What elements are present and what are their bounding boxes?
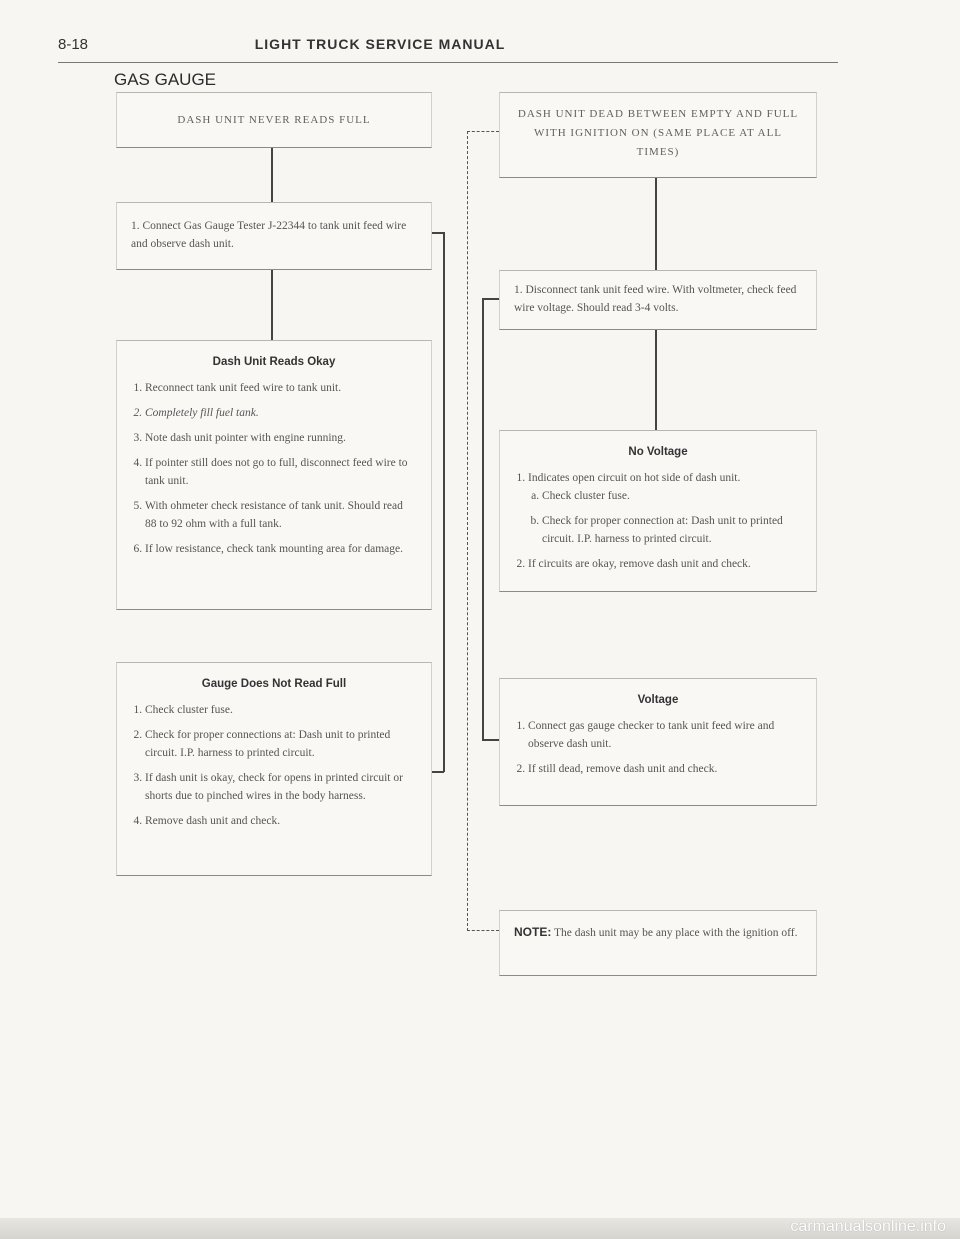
dash-reads-okay-list (131, 379, 417, 558)
note-text: The dash unit may be any place with the ignition off. (554, 927, 798, 939)
gauge-not-full-list (131, 701, 417, 830)
list-item: 3. Note dash unit pointer with engine running. (145, 429, 417, 447)
connector (432, 771, 444, 773)
connector (482, 298, 484, 740)
connector (655, 178, 657, 270)
list-item: 2. Check for proper connections at: Dash unit to printed circuit. I.P. harness to printed circuit. (145, 726, 417, 762)
header-rule (58, 62, 838, 63)
connector (467, 930, 499, 931)
connector (271, 148, 273, 202)
list-item: 6. If low resistance, check tank mounting area for damage. (145, 540, 417, 558)
list-item: a. Check cluster fuse. (542, 487, 802, 505)
no-voltage-item-1: Indicates open circuit on hot side of dash unit. (528, 472, 741, 484)
list-item: 5. With ohmeter check resistance of tank unit. Should read 88 to 92 ohm with a full tank. (145, 497, 417, 533)
connector (482, 739, 499, 741)
gauge-not-full-box (116, 662, 432, 876)
section-title: GAS GAUGE (114, 70, 217, 89)
right-step-text: 1. Disconnect tank unit feed wire. With voltmeter, check feed wire voltage. Should read 3-4 volts. (514, 284, 797, 314)
list-item: 4. Remove dash unit and check. (145, 812, 417, 830)
watermark: carmanualsonline.info (790, 1218, 946, 1235)
page-number: 8-18 (58, 36, 89, 53)
connector (467, 131, 499, 132)
connector (482, 298, 499, 300)
list-item: 3. If dash unit is okay, check for opens in printed circuit or shorts due to pinched wires in the body harness. (145, 769, 417, 805)
dash-reads-okay-title: Dash Unit Reads Okay (212, 356, 336, 368)
connector (467, 131, 468, 931)
voltage-list (514, 717, 802, 778)
list-item (528, 469, 802, 548)
right-step-box (499, 270, 817, 330)
right-symptom-box (499, 92, 817, 178)
left-symptom-box (116, 92, 432, 148)
right-symptom-text: DASH UNIT DEAD BETWEEN EMPTY AND FULL WITH IGNITION ON (SAME PLACE AT ALL TIMES) (517, 108, 799, 158)
left-step-text: 1. Connect Gas Gauge Tester J-22344 to tank unit feed wire and observe dash unit. (131, 220, 407, 250)
page-header: LIGHT TRUCK SERVICE MANUAL (254, 36, 506, 52)
list-item: 1. Connect gas gauge checker to tank unit feed wire and observe dash unit. (528, 717, 802, 753)
no-voltage-box (499, 430, 817, 592)
left-step-box (116, 202, 432, 270)
list-item: 1. Check cluster fuse. (145, 701, 417, 719)
gauge-not-full-title: Gauge Does Not Read Full (201, 678, 347, 690)
list-item: 2. If circuits are okay, remove dash unit and check. (528, 555, 802, 573)
note-label: NOTE: (514, 925, 552, 939)
connector (271, 270, 273, 340)
connector (443, 232, 445, 772)
list-item: 2. If still dead, remove dash unit and check. (528, 760, 802, 778)
left-symptom-text: DASH UNIT NEVER READS FULL (177, 114, 371, 126)
voltage-box (499, 678, 817, 806)
list-item: b. Check for proper connection at: Dash unit to printed circuit. I.P. harness to printed circuit. (542, 512, 802, 548)
note-box (499, 910, 817, 976)
no-voltage-list (514, 469, 802, 573)
dash-reads-okay-box (116, 340, 432, 610)
list-item: 4. If pointer still does not go to full, disconnect feed wire to tank unit. (145, 454, 417, 490)
voltage-title: Voltage (637, 694, 679, 706)
connector (655, 330, 657, 430)
no-voltage-title: No Voltage (628, 446, 688, 458)
list-item: 2. Completely fill fuel tank. (145, 404, 417, 422)
list-item: 1. Reconnect tank unit feed wire to tank unit. (145, 379, 417, 397)
no-voltage-sublist (528, 487, 802, 548)
